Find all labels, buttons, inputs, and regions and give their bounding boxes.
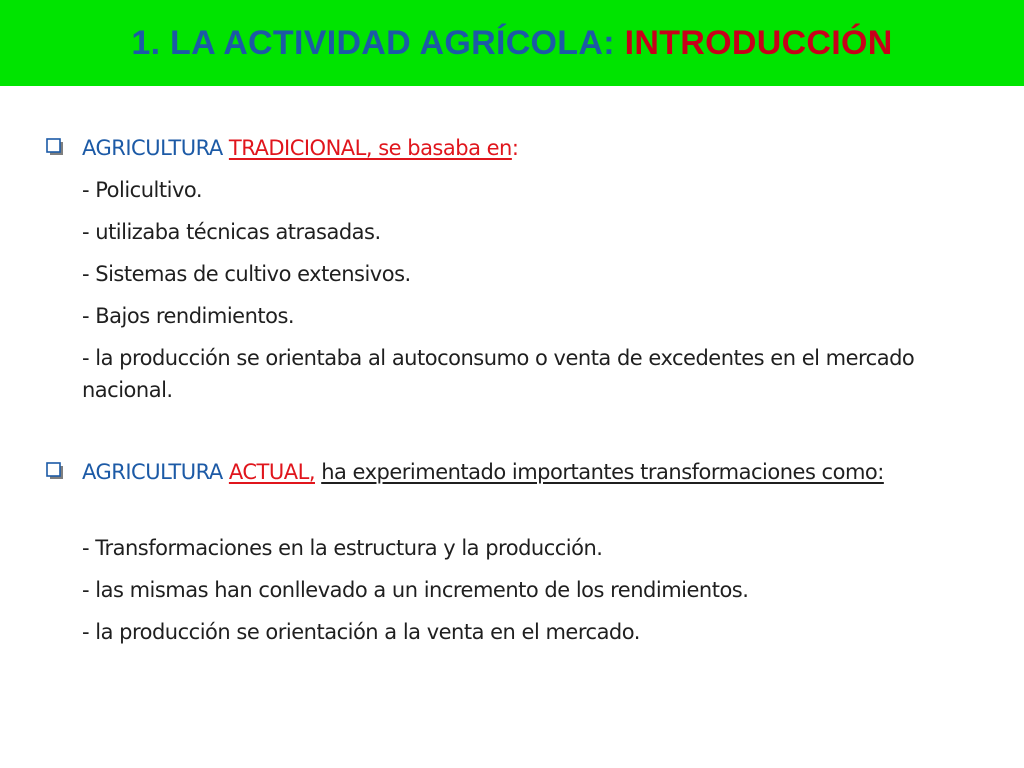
heading-emphasis: ACTUAL, bbox=[228, 460, 315, 484]
title-bar bbox=[0, 0, 1024, 86]
hollow-square-bullet-icon bbox=[46, 462, 64, 480]
section-heading-traditional bbox=[82, 132, 962, 164]
heading-suffix: : bbox=[511, 136, 519, 160]
list-item: - Transformaciones en la estructura y la producción. bbox=[82, 536, 603, 560]
heading-prefix: AGRICULTURA bbox=[82, 460, 223, 484]
heading-emphasis: TRADICIONAL, se basaba en bbox=[228, 136, 512, 160]
slide-title-topic: 1. LA ACTIVIDAD AGRÍCOLA: bbox=[131, 24, 615, 62]
hollow-square-bullet-icon bbox=[46, 138, 64, 156]
slide-title-highlight: INTRODUCCIÓN bbox=[624, 24, 893, 62]
list-item: - utilizaba técnicas atrasadas. bbox=[82, 220, 381, 244]
list-item: - la producción se orientaba al autoconsumo o venta de excedentes en el mercado nacional. bbox=[82, 346, 915, 402]
list-item: - Sistemas de cultivo extensivos. bbox=[82, 262, 411, 286]
slide-title bbox=[0, 18, 1024, 68]
section-heading-current bbox=[82, 456, 962, 488]
heading-prefix: AGRICULTURA bbox=[82, 136, 223, 160]
list-item: - Policultivo. bbox=[82, 178, 203, 202]
list-item: - la producción se orientación a la venta en el mercado. bbox=[82, 620, 640, 644]
list-item: - las mismas han conllevado a un incremento de los rendimientos. bbox=[82, 578, 749, 602]
list-item: - Bajos rendimientos. bbox=[82, 304, 295, 328]
heading-continuation: ha experimentado importantes transformaciones como: bbox=[321, 460, 884, 484]
